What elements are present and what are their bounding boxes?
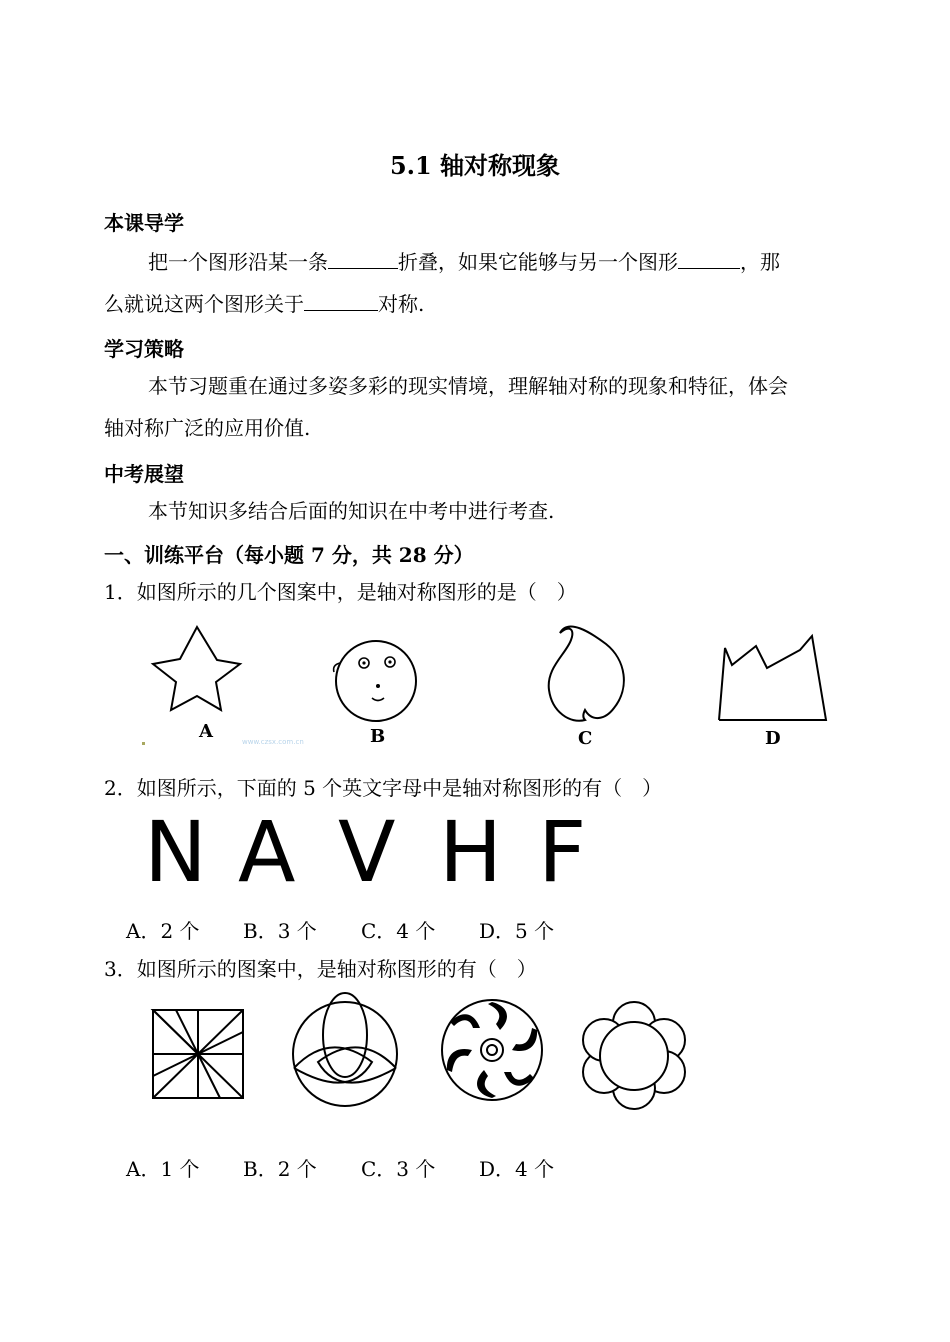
figure-swirl-disc [442, 1000, 542, 1100]
guide-line-1-part-a: 把一个图形沿某一条 [148, 250, 328, 274]
figure-flower [583, 1002, 685, 1109]
guide-line-1-part-b: 折叠，如果它能够与另一个图形 [398, 250, 678, 274]
figure-b-label: B [370, 726, 386, 747]
figure-a-label: A [199, 721, 213, 742]
q3-option-a: A．1 个 [126, 1157, 200, 1181]
watermark-text: www.czsx.com.cn [242, 738, 304, 746]
letter-v: V [338, 803, 396, 901]
question-2-text: 2．如图所示，下面的 5 个英文字母中是轴对称图形的有（ ） [104, 776, 663, 800]
letter-n: N [144, 803, 207, 901]
q2-option-d: D．5 个 [479, 919, 555, 943]
q2-option-c: C．4 个 [361, 919, 436, 943]
letter-h: H [439, 803, 503, 901]
outlook-line-1: 本节知识多结合后面的知识在中考中进行考查. [148, 499, 555, 523]
letter-a: A [238, 803, 296, 901]
q2-option-b: B．3 个 [243, 919, 317, 943]
guide-line-2-part-b: 对称. [378, 292, 425, 316]
strategy-line-1: 本节习题重在通过多姿多彩的现实情境，理解轴对称的现象和特征，体会 [148, 374, 788, 398]
figure-pinwheel [153, 1010, 243, 1098]
page-title: 5.1 轴对称现象 [389, 151, 561, 180]
figure-three-arcs [293, 993, 397, 1106]
letter-f: F [538, 803, 587, 901]
question-1-text: 1．如图所示的几个图案中，是轴对称图形的是（ ） [104, 580, 577, 604]
guide-heading: 本课导学 [104, 211, 184, 235]
q2-option-a: A．2 个 [126, 919, 200, 943]
q3-option-d: D．4 个 [479, 1157, 555, 1181]
q3-option-b: B．2 个 [243, 1157, 317, 1181]
outlook-heading: 中考展望 [104, 462, 184, 486]
question-3-text: 3．如图所示的图案中，是轴对称图形的有（ ） [104, 957, 537, 981]
strategy-heading: 学习策略 [104, 337, 184, 361]
strategy-line-2: 轴对称广泛的应用价值. [104, 416, 311, 440]
figure-d-label: D [765, 728, 781, 749]
q3-option-c: C．3 个 [361, 1157, 436, 1181]
section-1-heading: 一、训练平台（每小题 7 分，共 28 分） [104, 543, 474, 567]
guide-line-1-part-c: ，那 [740, 250, 780, 274]
figure-c-label: C [578, 728, 593, 749]
guide-line-2-part-a: 么就说这两个图形关于 [104, 292, 304, 316]
